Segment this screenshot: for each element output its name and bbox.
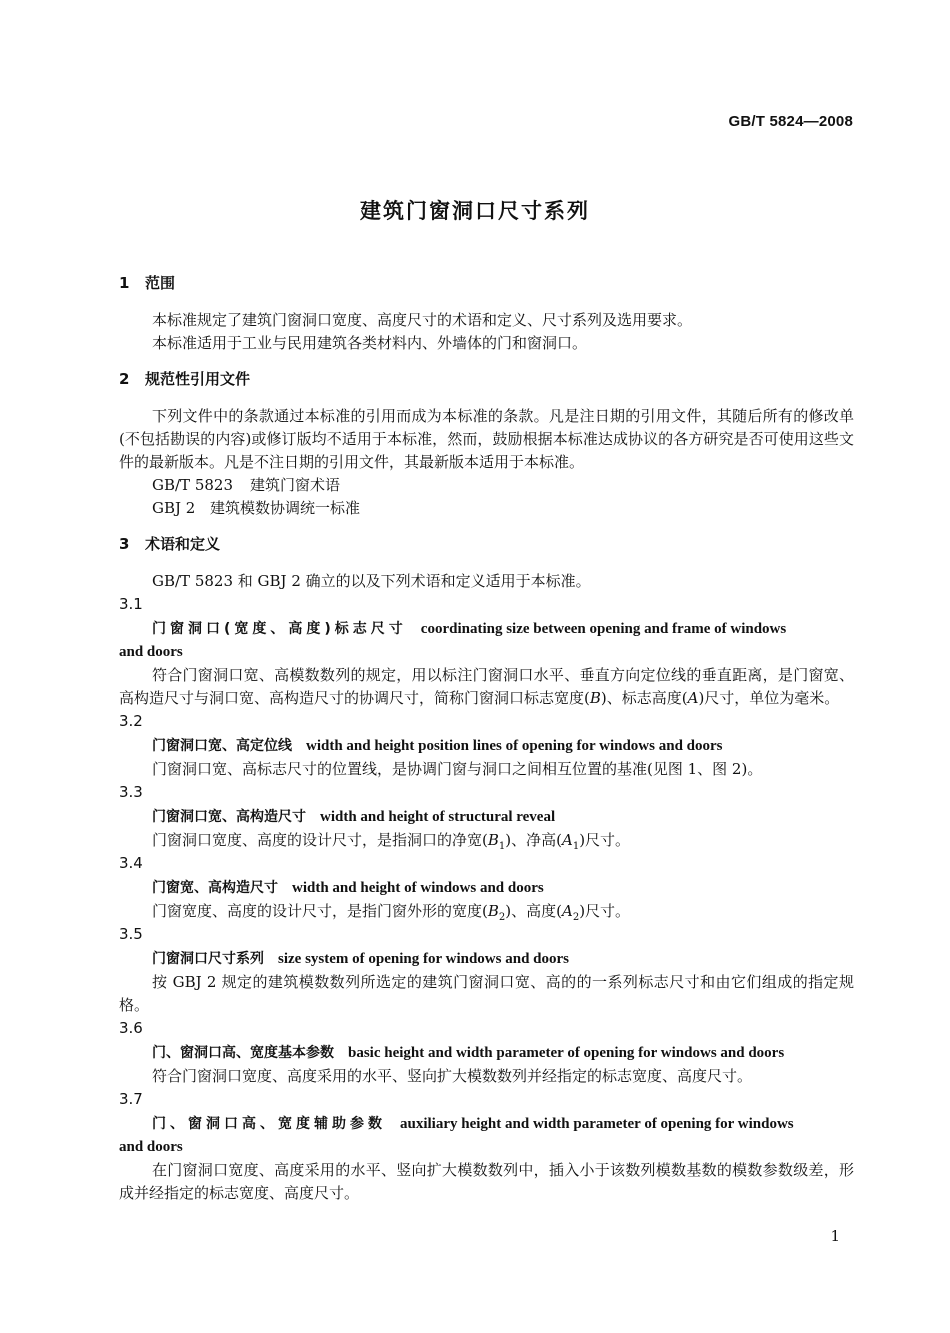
reference-title: 建筑门窗术语: [250, 476, 341, 494]
paragraph: 下列文件中的条款通过本标准的引用而成为本标准的条款。凡是注日期的引用文件，其随后所有的修改单(不包括勘误的内容)或修订版均不适用于本标准，然而，鼓励根据本标准达成协议的各方研究是否可使用这些文件的最新版本。凡是不注日期的引用文件，其最新版本适用于本标准。: [119, 407, 854, 471]
section-title: 范围: [145, 274, 176, 292]
section-2-heading: [119, 368, 854, 391]
term-english-continued: and doors: [119, 644, 183, 660]
term-definition: 门窗宽度、高度的设计尺寸，是指门窗外形的宽度$(B_2)$、高度$(A_2)$尺寸。: [152, 902, 631, 923]
term-heading: [119, 1041, 854, 1065]
term-definition: 按 GBJ 2 规定的建筑模数数列所选定的建筑门窗洞口宽、高的的一系列标志尺寸和由它们组成的指定规格。: [119, 973, 854, 1014]
standard-code: GB/T 5824—2008: [728, 113, 853, 130]
term-heading: [119, 876, 854, 900]
section-number: 1: [119, 274, 130, 292]
section-title: 术语和定义: [145, 535, 221, 553]
term-number: 3.2: [119, 712, 143, 730]
document-body: [119, 272, 854, 1205]
term-chinese: 门窗洞口尺寸系列: [152, 951, 264, 967]
term-english: size system of opening for windows and doors: [278, 951, 569, 967]
term-definition: 在门窗洞口宽度、高度采用的水平、竖向扩大模数数列中，插入小于该数列模数基数的模数参数级差，形成并经指定的标志宽度、高度尺寸。: [119, 1161, 854, 1202]
reference-code: GBJ 2: [152, 499, 196, 517]
normative-reference: [119, 474, 854, 497]
reference-title: 建筑模数协调统一标准: [210, 499, 361, 517]
term-number: 3.4: [119, 854, 143, 872]
term-chinese: 门、窗洞口高、宽度辅助参数: [152, 1116, 386, 1132]
term-english: auxiliary height and width parameter of opening for windows: [400, 1116, 794, 1132]
page-number: 1: [830, 1227, 840, 1245]
term-number: 3.3: [119, 783, 143, 801]
term-english: width and height of structural reveal: [320, 809, 556, 825]
term-chinese: 门窗洞口宽、高构造尺寸: [152, 809, 306, 825]
term-heading: [119, 947, 854, 971]
term-chinese: 门、窗洞口高、宽度基本参数: [152, 1045, 334, 1061]
section-number: 3: [119, 535, 130, 553]
paragraph: GB/T 5823 和 GBJ 2 确立的以及下列术语和定义适用于本标准。: [152, 572, 591, 590]
term-definition: 符合门窗洞口宽度、高度采用的水平、竖向扩大模数数列并经指定的标志宽度、高度尺寸。: [152, 1067, 753, 1085]
term-heading: [119, 1112, 854, 1136]
document-title: 建筑门窗洞口尺寸系列: [360, 199, 590, 223]
term-heading: [119, 805, 854, 829]
term-number: 3.1: [119, 595, 143, 613]
term-heading: [119, 734, 854, 758]
section-3-heading: [119, 533, 854, 556]
term-chinese: 门窗宽、高构造尺寸: [152, 880, 278, 896]
term-heading: [119, 617, 854, 641]
term-definition: 符合门窗洞口宽、高模数数列的规定，用以标注门窗洞口水平、垂直方向定位线的垂直距离，是门窗宽、高构造尺寸与洞口宽、高构造尺寸的协调尺寸，简称门窗洞口标志宽度(B)、标志高度(A)尺寸，单位为毫米。: [119, 666, 854, 707]
paragraph: 本标准规定了建筑门窗洞口宽度、高度尺寸的术语和定义、尺寸系列及选用要求。: [152, 311, 693, 329]
term-english: width and height of windows and doors: [292, 880, 544, 896]
term-chinese: 门窗洞口宽、高定位线: [152, 738, 292, 754]
section-1-heading: [119, 272, 854, 295]
term-english: coordinating size between opening and frame of windows: [420, 621, 787, 637]
term-english: basic height and width parameter of opening for windows and doors: [348, 1045, 785, 1061]
normative-reference: [119, 497, 854, 520]
reference-code: GB/T 5823: [152, 476, 234, 494]
term-definition: 门窗洞口宽、高标志尺寸的位置线，是协调门窗与洞口之间相互位置的基准(见图 1、图 2)。: [152, 760, 763, 778]
term-chinese: 门窗洞口(宽度、高度)标志尺寸: [152, 621, 407, 637]
term-number: 3.6: [119, 1019, 143, 1037]
term-english-continued: and doors: [119, 1139, 183, 1155]
term-definition: 门窗洞口宽度、高度的设计尺寸，是指洞口的净宽$(B_1)$、净高$(A_1)$尺寸。: [152, 831, 631, 852]
term-english: width and height position lines of opening for windows and doors: [306, 738, 723, 754]
term-number: 3.7: [119, 1090, 143, 1108]
paragraph: 本标准适用于工业与民用建筑各类材料内、外墙体的门和窗洞口。: [152, 334, 588, 352]
term-number: 3.5: [119, 925, 143, 943]
section-title: 规范性引用文件: [145, 370, 251, 388]
section-number: 2: [119, 370, 130, 388]
